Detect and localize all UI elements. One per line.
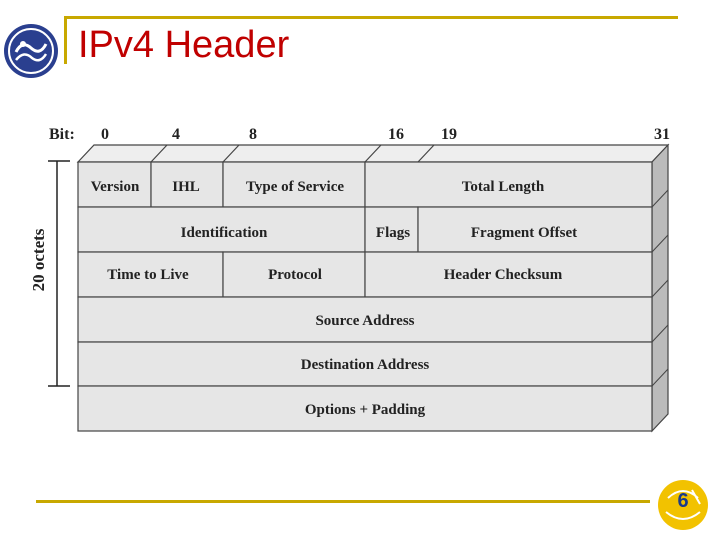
field-version: Version: [90, 179, 140, 195]
bit-tick-19: 19: [441, 126, 457, 143]
field-header-checksum: Header Checksum: [443, 267, 563, 283]
field-destination-address: Destination Address: [300, 357, 430, 373]
octets-label: 20 octets: [29, 228, 48, 292]
bit-label: Bit:: [49, 126, 75, 143]
header-row-6: [78, 386, 652, 431]
bit-tick-8: 8: [249, 126, 257, 143]
slide-title: IPv4 Header: [78, 24, 290, 66]
field-total-length: Total Length: [461, 179, 545, 195]
bottom-rule: [36, 500, 650, 503]
bit-tick-16: 16: [388, 126, 404, 143]
field-options-padding: Options + Padding: [304, 402, 426, 418]
bit-tick-0: 0: [101, 126, 109, 143]
header-row-1: [78, 162, 652, 207]
header-row-3: [78, 252, 652, 297]
field-protocol: Protocol: [268, 267, 322, 283]
bit-tick-4: 4: [172, 126, 180, 143]
field-source-address: Source Address: [315, 313, 415, 329]
bit-tick-31: 31: [654, 126, 670, 143]
field-flags: Flags: [375, 225, 411, 241]
field-type-of-service: Type of Service: [245, 179, 345, 195]
header-row-4: [78, 297, 652, 342]
field-identification: Identification: [180, 225, 268, 241]
field-fragment-offset: Fragment Offset: [470, 225, 578, 241]
field-ihl: IHL: [172, 179, 200, 195]
header-row-5: [78, 342, 652, 386]
field-time-to-live: Time to Live: [107, 267, 189, 283]
page-number: 6: [677, 490, 689, 512]
header-row-2: [78, 207, 652, 252]
